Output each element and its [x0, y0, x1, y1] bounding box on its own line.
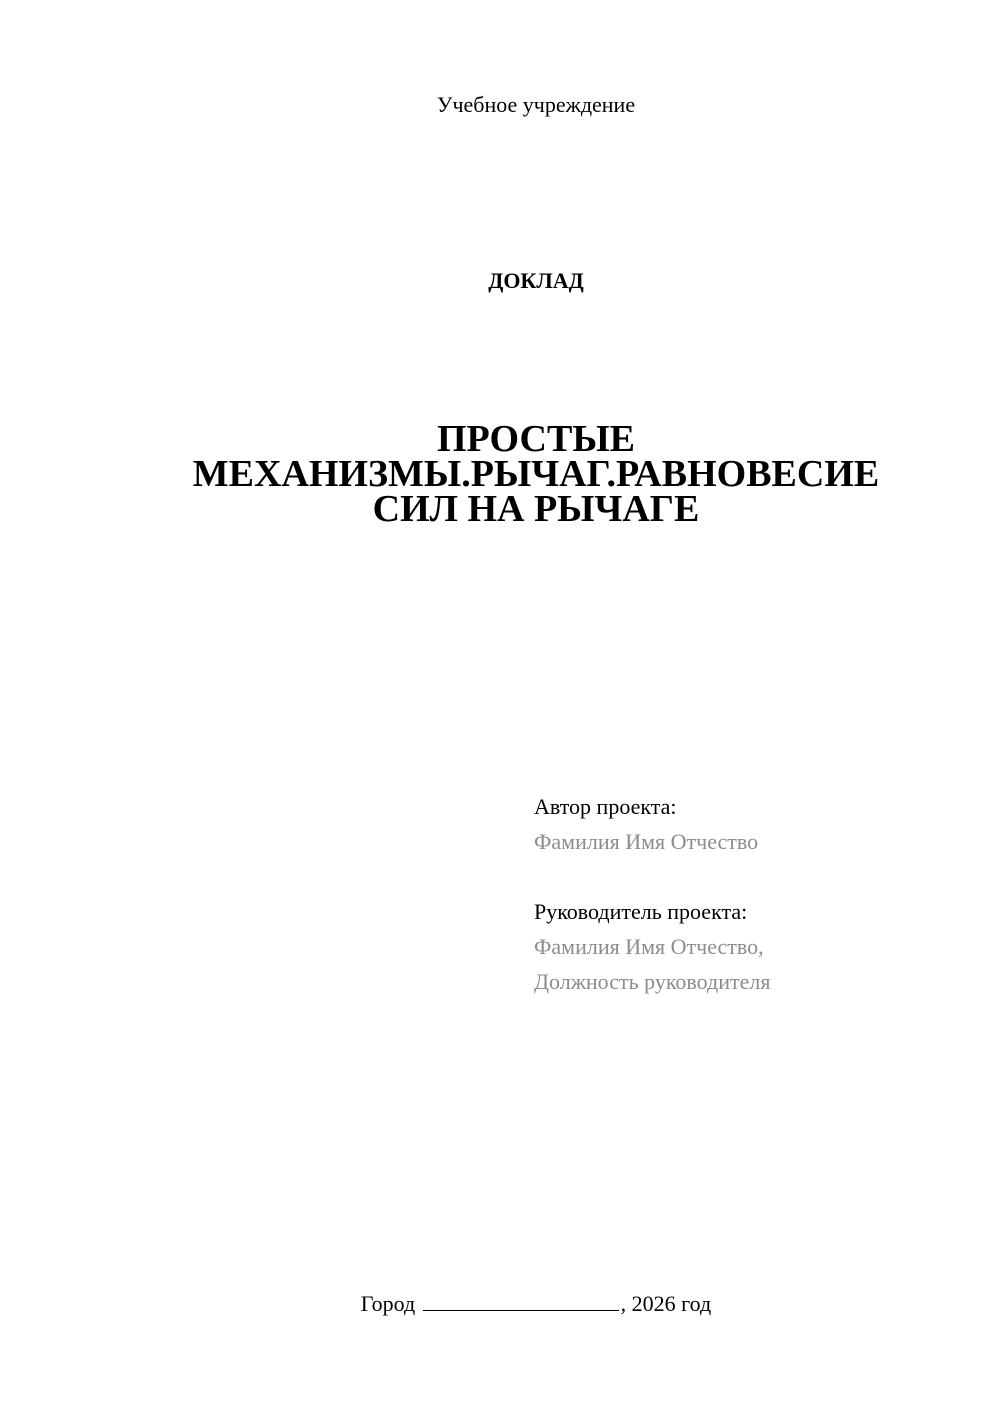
spacer	[534, 859, 974, 894]
project-info	[534, 789, 974, 999]
document-title	[170, 418, 902, 530]
supervisor-position: Должность руководителя	[534, 969, 771, 994]
city-year-line	[0, 1290, 1000, 1318]
city-blank-line	[423, 1290, 619, 1311]
institution-name: Учебное учреждение	[436, 92, 636, 117]
supervisor-name: Фамилия Имя Отчество,	[534, 934, 764, 959]
document-type: ДОКЛАД	[488, 268, 584, 293]
year-text: , 2026 год	[620, 1291, 712, 1316]
city-label: Город	[360, 1291, 416, 1316]
title-line: МЕХАНИЗМЫ.РЫЧАГ.РАВНОВЕСИЕ	[192, 453, 880, 495]
author-name: Фамилия Имя Отчество	[534, 829, 759, 854]
author-label: Автор проекта:	[534, 794, 677, 819]
title-line: СИЛ НА РЫЧАГЕ	[372, 488, 700, 530]
supervisor-label: Руководитель проекта:	[534, 899, 748, 924]
title-line: ПРОСТЫЕ	[436, 418, 635, 460]
